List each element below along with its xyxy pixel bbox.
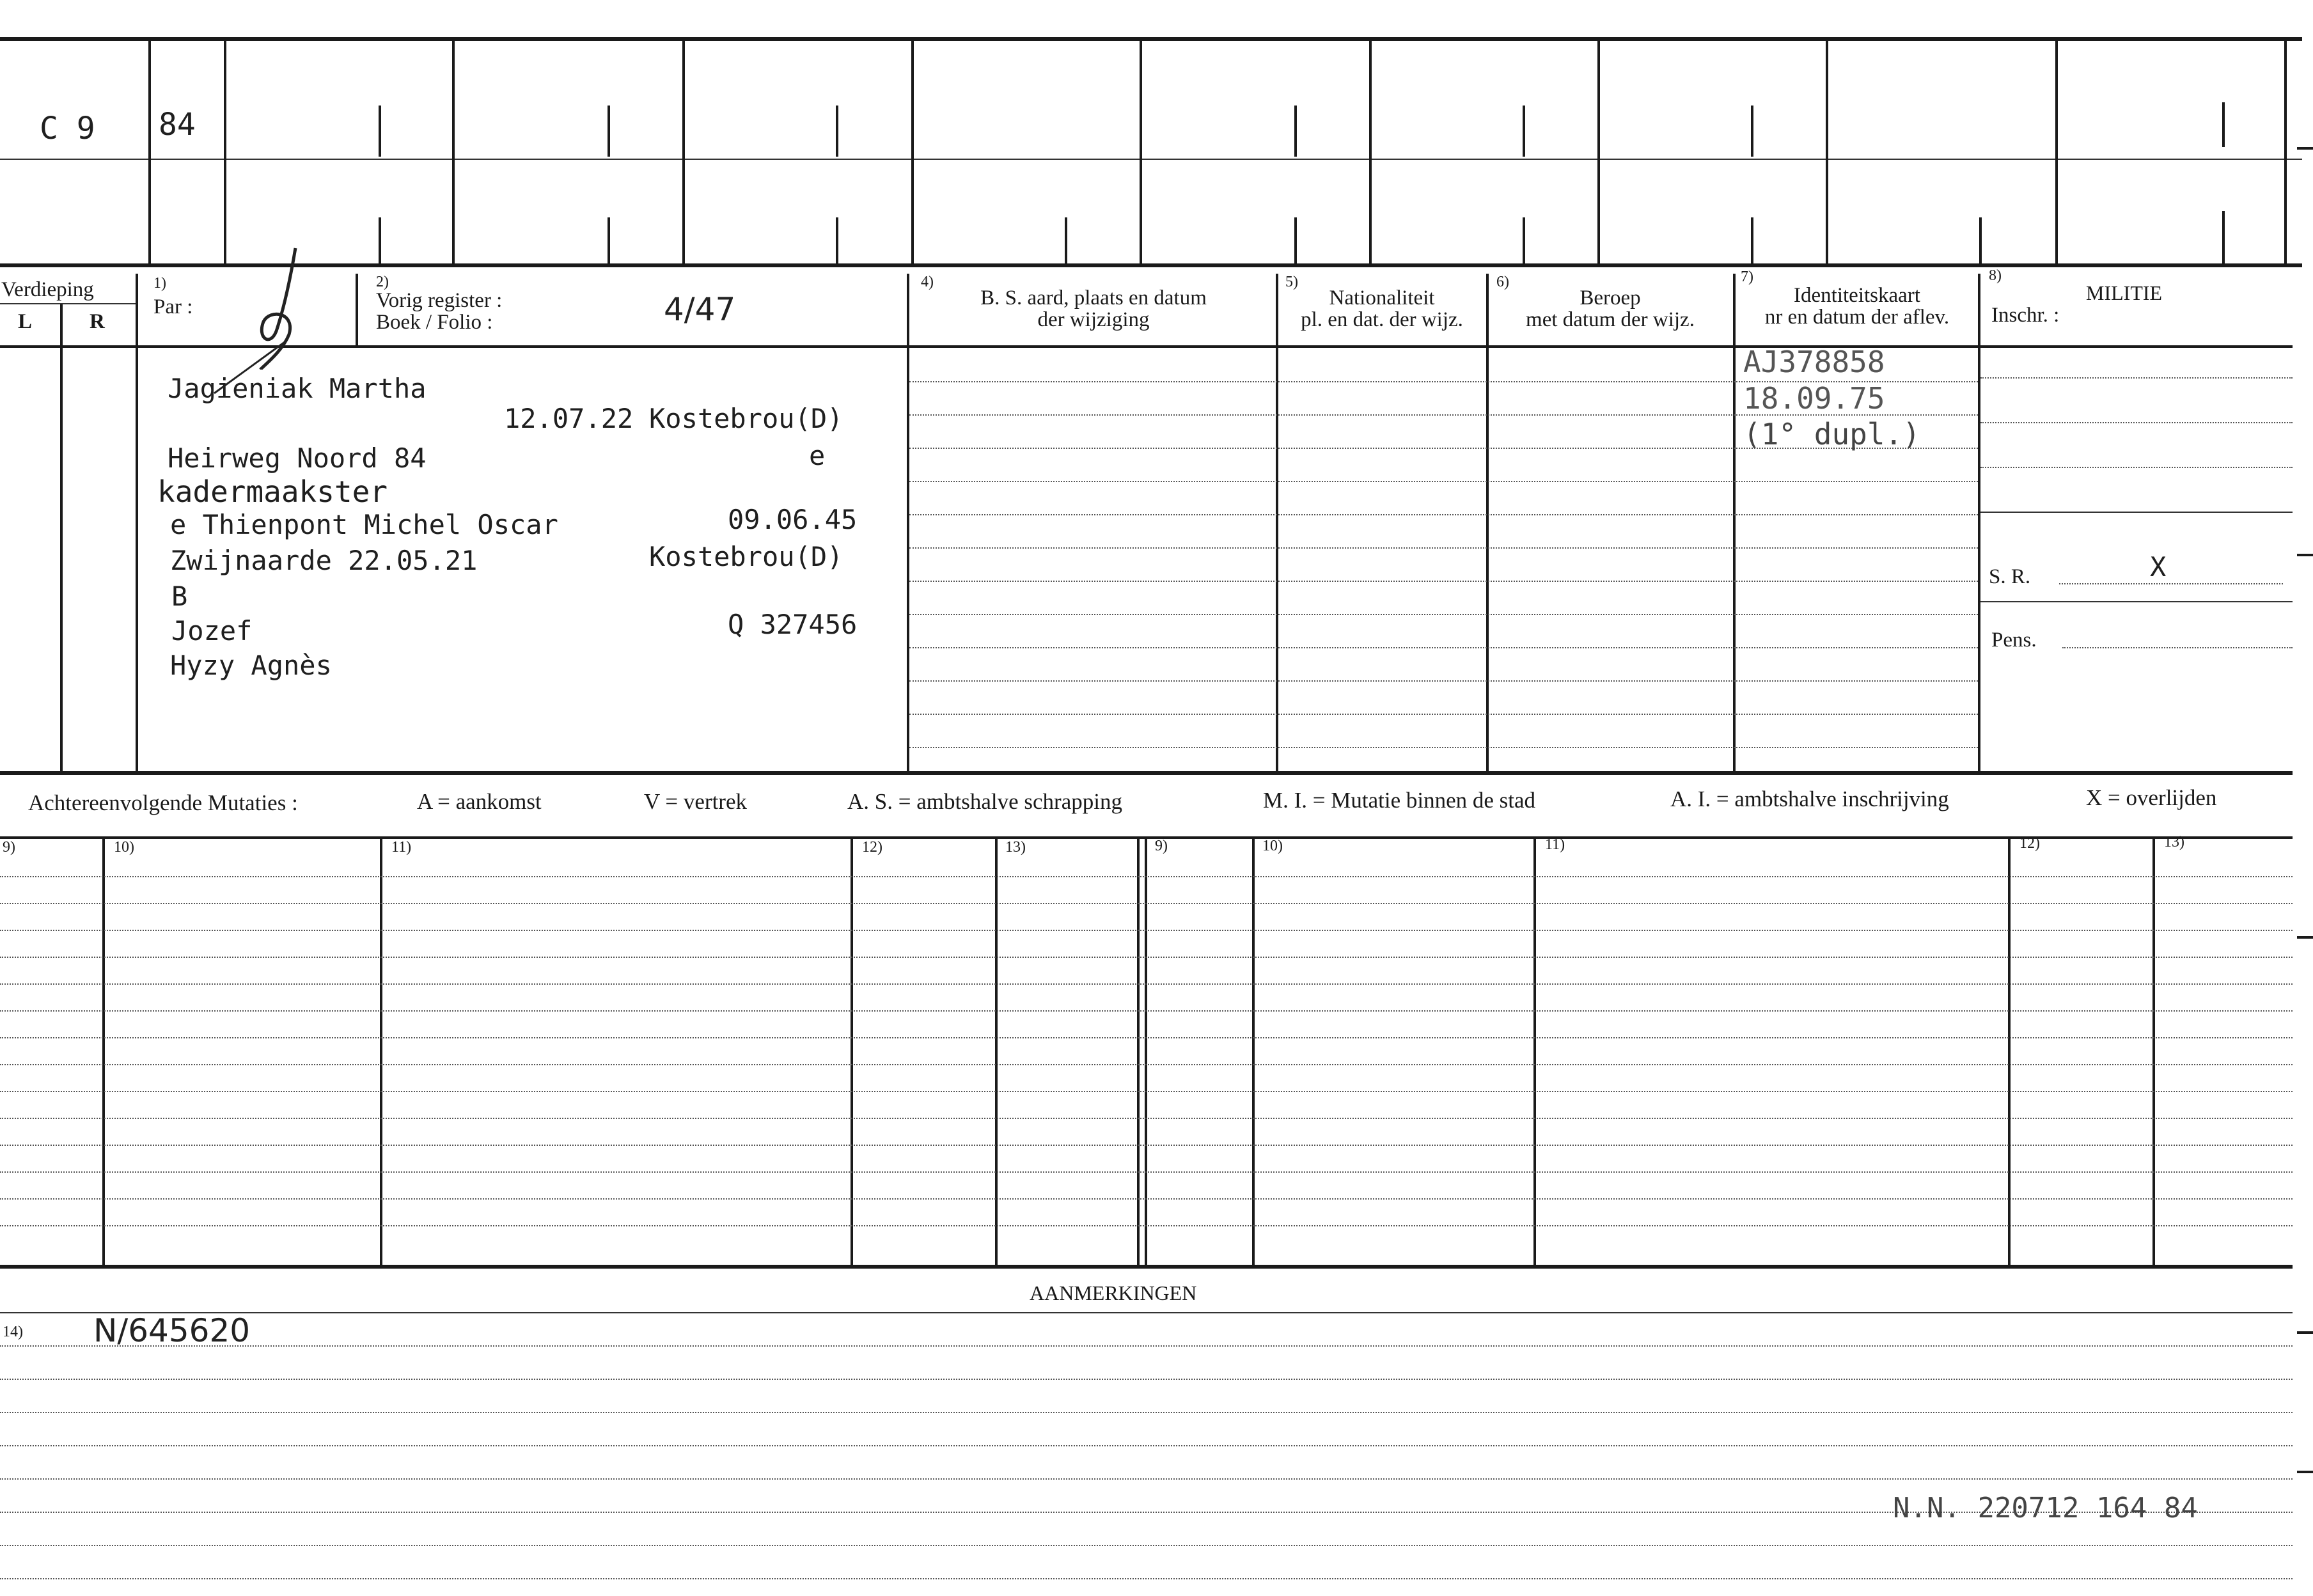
militie-label: MILITIE (2086, 281, 2163, 304)
mut-right-col9: 9) (1155, 838, 1168, 854)
col5-header-line1: Nationaliteit (1329, 286, 1435, 309)
mutation-legend-v: V = vertrek (644, 789, 747, 814)
mutation-legend-a: A = aankomst (417, 789, 542, 814)
col5-number: 5) (1285, 274, 1298, 290)
boek-folio-value: 4/47 (664, 291, 736, 328)
person-address: Heirweg Noord 84 (168, 442, 427, 474)
col1-number: 1) (153, 275, 166, 292)
col6-header-line2: met datum der wijz. (1526, 308, 1695, 331)
col4-number: 4) (921, 274, 934, 290)
mut-right-col13: 13) (2164, 834, 2184, 850)
par-label: Par : (153, 295, 193, 318)
person-marriage-date: 09.06.45 (728, 504, 858, 535)
pens-label: Pens. (1991, 629, 2037, 652)
person-birth-place: Kostebrou(D) (649, 403, 843, 434)
mut-left-col9: 9) (3, 839, 15, 856)
person-spouse-origin: Kostebrou(D) (649, 541, 843, 572)
mutation-legend-as: A. S. = ambtshalve schrapping (847, 789, 1122, 814)
sr-value: X (2150, 551, 2167, 583)
mut-right-col12: 12) (2019, 835, 2040, 852)
person-father: Jozef (171, 615, 253, 646)
mut-left-col12: 12) (862, 839, 882, 856)
remarks-title: AANMERKINGEN (1030, 1281, 1197, 1304)
verdieping-label: Verdieping (1, 278, 94, 301)
mutations-title: Achtereenvolgende Mutaties : (28, 790, 298, 815)
mutation-legend-x: X = overlijden (2086, 785, 2217, 810)
person-doc-number: Q 327456 (728, 609, 858, 640)
mut-right-col10: 10) (1262, 838, 1283, 854)
national-number: N.N. 220712 164 84 (1893, 1492, 2198, 1524)
id-card-number: AJ378858 (1743, 345, 1885, 379)
inschr-label: Inschr. : (1991, 304, 2060, 327)
person-spouse-birth: Zwijnaarde 22.05.21 (170, 545, 478, 576)
sr-label: S. R. (1989, 565, 2031, 588)
floor-r-label: R (90, 310, 105, 333)
sr-dotted-line (2059, 583, 2283, 584)
col4-header-line1: B. S. aard, plaats en datum (980, 286, 1207, 309)
col6-header-line1: Beroep (1580, 286, 1641, 309)
person-occupation: kadermaakster (157, 474, 388, 509)
col7-header-line2: nr en datum der aflev. (1764, 306, 1950, 329)
mut-left-col13: 13) (1005, 839, 1026, 856)
person-mother: Hyzy Agnès (170, 650, 332, 681)
vorig-register-label: Vorig register : (376, 289, 503, 312)
col4-header-line2: der wijziging (1037, 308, 1150, 331)
col8-number: 8) (1989, 267, 2002, 284)
floor-l-label: L (18, 310, 33, 333)
col7-header-line1: Identiteitskaart (1794, 284, 1920, 307)
boek-folio-label: Boek / Folio : (376, 311, 493, 334)
mut-left-col10: 10) (114, 839, 134, 856)
col7-number: 7) (1741, 269, 1753, 285)
register-code-c: C 9 (40, 111, 95, 146)
register-code-number: 84 (159, 107, 196, 143)
mut-right-col11: 11) (1545, 836, 1565, 853)
person-spouse: e Thienpont Michel Oscar (170, 509, 558, 540)
id-card-note: (1° dupl.) (1743, 417, 1920, 451)
mutation-legend-mi: M. I. = Mutatie binnen de stad (1263, 788, 1536, 813)
remarks-number: 14) (3, 1324, 23, 1340)
person-nationality: B (171, 581, 188, 612)
remarks-value: N/645620 (93, 1312, 251, 1349)
col2-number: 2) (376, 274, 389, 290)
mut-left-col11: 11) (391, 839, 412, 856)
person-birth-date: 12.07.22 (504, 403, 634, 434)
person-e-mark: e (809, 440, 826, 471)
id-card-date: 18.09.75 (1743, 381, 1885, 416)
remarks-title-rule (0, 1312, 2293, 1313)
col5-header-line2: pl. en dat. der wijz. (1301, 308, 1463, 331)
mutation-legend-ai: A. I. = ambtshalve inschrijving (1670, 786, 1949, 811)
person-name: Jagieniak Martha (168, 373, 427, 404)
col6-number: 6) (1496, 274, 1509, 290)
